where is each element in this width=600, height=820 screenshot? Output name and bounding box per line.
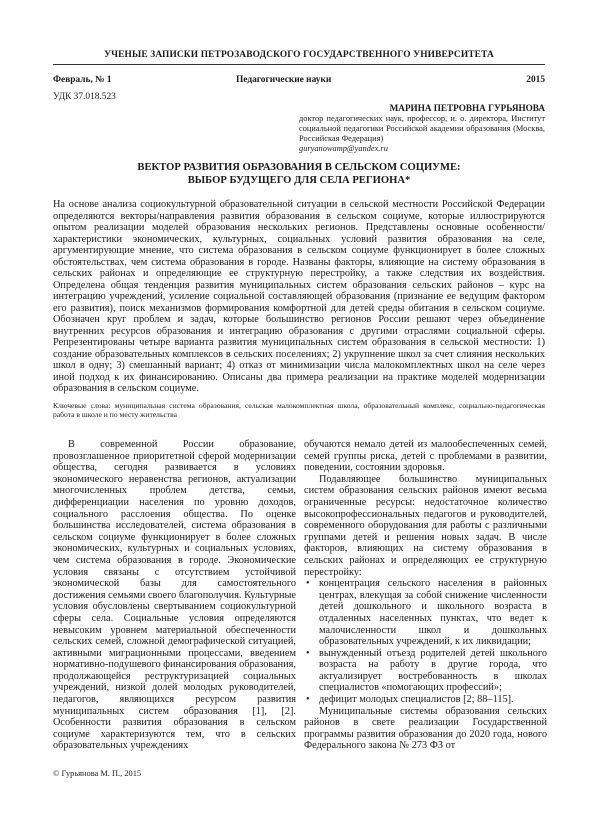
bullet-icon: • (306, 578, 310, 590)
list-item (304, 648, 547, 694)
header-divider (53, 64, 545, 65)
body-paragraph-continuation: обучаются немало детей из малообеспеченных семей, семей группы риска, детей с проблемами в развитии, поведении, состоянии здоровья. (304, 439, 547, 474)
author-affiliation: доктор педагогических наук, профессор, и. о. директора, Институт социальной педагогики Российской академии образования (Москва, Российская Федерация) (299, 114, 545, 143)
factor-list (304, 578, 547, 706)
body-paragraph: В современной России образование, провозглашенное приоритетной сферой модернизации общества, сегодня развивается в условиях экономического неравенства регионов, актуализации многочисленных проблем детства, семьи, дифференциации населения по уровню доходов, социального расслоения общества. По оценке большинства исследователей, система образования в сельском социуме функционирует в более сложных экономических, культурных и социальных условиях, чем система образования в городе. Экономические условия связаны с отсутствием устойчивой экономической базы для самостоятельного достижения семьями своего благополучия. Культурные условия обусловлены свертыванием социокультурной сферы села. Социальные условия определяются невысоким уровнем материальной обеспеченности сельских семей, сложной демографической ситуацией, активными миграционными процессами, введением нормативно-подушевого финансирования образования, продолжающейся реструктуризацией социальных учреждений, низкой долей молодых руководителей, педагогов, являющихся ресурсом развития муниципальных систем образования [1], [2]. Особенности развития образования в сельском социуме характеризуются тем, что в сельских образовательных учреждениях (53, 439, 296, 752)
right-column (304, 439, 547, 752)
list-item (304, 694, 547, 706)
abstract: На основе анализа социокультурной образовательной ситуации в сельской местности Российской Федерации определяются векторы/направления развития образования в сельском социуме, которые иллюстрируются опытом реализации моделей образования нескольких регионов. Представлены основные особенности/характеристики экономических, культурных, социальных условий развития образования на селе, аргументирующие мнение, что система образования в сельском социуме функционирует в более сложных обстоятельствах, чем система образования в городе. Названы факторы, влияющие на систему образования в сельских районах и определяющие ее структурную перестройку, а также следствия их воздействия. Определена общая тенденция развития муниципальных систем образования сельских районов – курс на интеграцию учреждений, усиление социальной составляющей образования (признание ее ведущим фактором его развития), поиск механизмов формирования комфортной для детей среды обитания в сельском социуме. Обозначен круг проблем и задач, которые большинство регионов России решают через объединение внутренних ресурсов образования и интеграцию образования с другими отраслями социальной сферы. Репрезентированы четыре варианта развития муниципальных систем образования в сельской местности: 1) создание образовательных комплексов в сельских поселениях; 2) укрупнение школ за счет слияния нескольких школ в одну; 3) смешанный вариант; 4) отказ от минимизации числа малокомплектных школ на селе через иной подход к их финансированию. Описаны два примера реализации на практике моделей модернизации образования в сельском социуме. (53, 199, 545, 394)
author-email[interactable]: guryanowamp@yandex.ru (299, 144, 388, 153)
journal-title: УЧЕНЫЕ ЗАПИСКИ ПЕТРОЗАВОДСКОГО ГОСУДАРСТВЕННОГО УНИВЕРСИТЕТА (104, 50, 494, 60)
author-block (299, 103, 545, 154)
list-item-text: концентрация сельского населения в районных центрах, влекущая за собой снижение численности детей дошкольного и школьного возраста в отдаленных населенных пунктах, что ведет к малочисленности школ и дошкольных образовательных учреждений, к их ликвидации; (319, 578, 547, 648)
article-title-line-1: ВЕКТОР РАЗВИТИЯ ОБРАЗОВАНИЯ В СЕЛЬСКОМ СОЦИУМЕ: (137, 162, 461, 173)
issue-year: 2015 (526, 75, 545, 85)
body-paragraph: Подавляющее большинство муниципальных систем образования сельских районов имеют весьма ограниченные ресурсы: недостаточное количество высокопрофессиональных педагогов и руководителей, современного оборудования для работы с различными группами детей и решения новых задач. В числе факторов, влияющих на систему образования в сельских районах и определяющих ее структурную перестройку: (304, 473, 547, 578)
copyright-notice: © Гурьянова М. П., 2015 (53, 769, 142, 778)
article-title (53, 161, 545, 187)
list-item (304, 578, 547, 648)
list-item-text: вынужденный отъезд родителей детей школьного возраста на работу в другие города, что актуализирует востребованность в школах специалистов «помогающих профессий»; (319, 647, 547, 694)
bullet-icon: • (306, 694, 310, 706)
list-item-text: дефицит молодых специалистов [2; 88–115]. (319, 694, 514, 706)
udc-code: УДК 37.018.523 (53, 92, 116, 102)
keywords: Ключевые слова: муниципальная система образования, сельская малокомплектная школа, образовательный комплекс, социально-педагогическая работа в школе и по месту жительства (53, 401, 545, 420)
author-name: МАРИНА ПЕТРОВНА ГУРЬЯНОВА (389, 103, 545, 113)
article-title-line-2: ВЫБОР БУДУЩЕГО ДЛЯ СЕЛА РЕГИОНА* (187, 175, 411, 186)
bullet-icon: • (306, 647, 310, 659)
issue-number: Февраль, № 1 (53, 75, 112, 85)
left-column (53, 439, 296, 752)
body-paragraph: Муниципальные системы образования сельских районов в свете реализации Государственной программы развития образования до 2020 года, нового Федерального закона № 273 ФЗ от (304, 705, 547, 752)
section-name: Педагогические науки (236, 75, 332, 85)
